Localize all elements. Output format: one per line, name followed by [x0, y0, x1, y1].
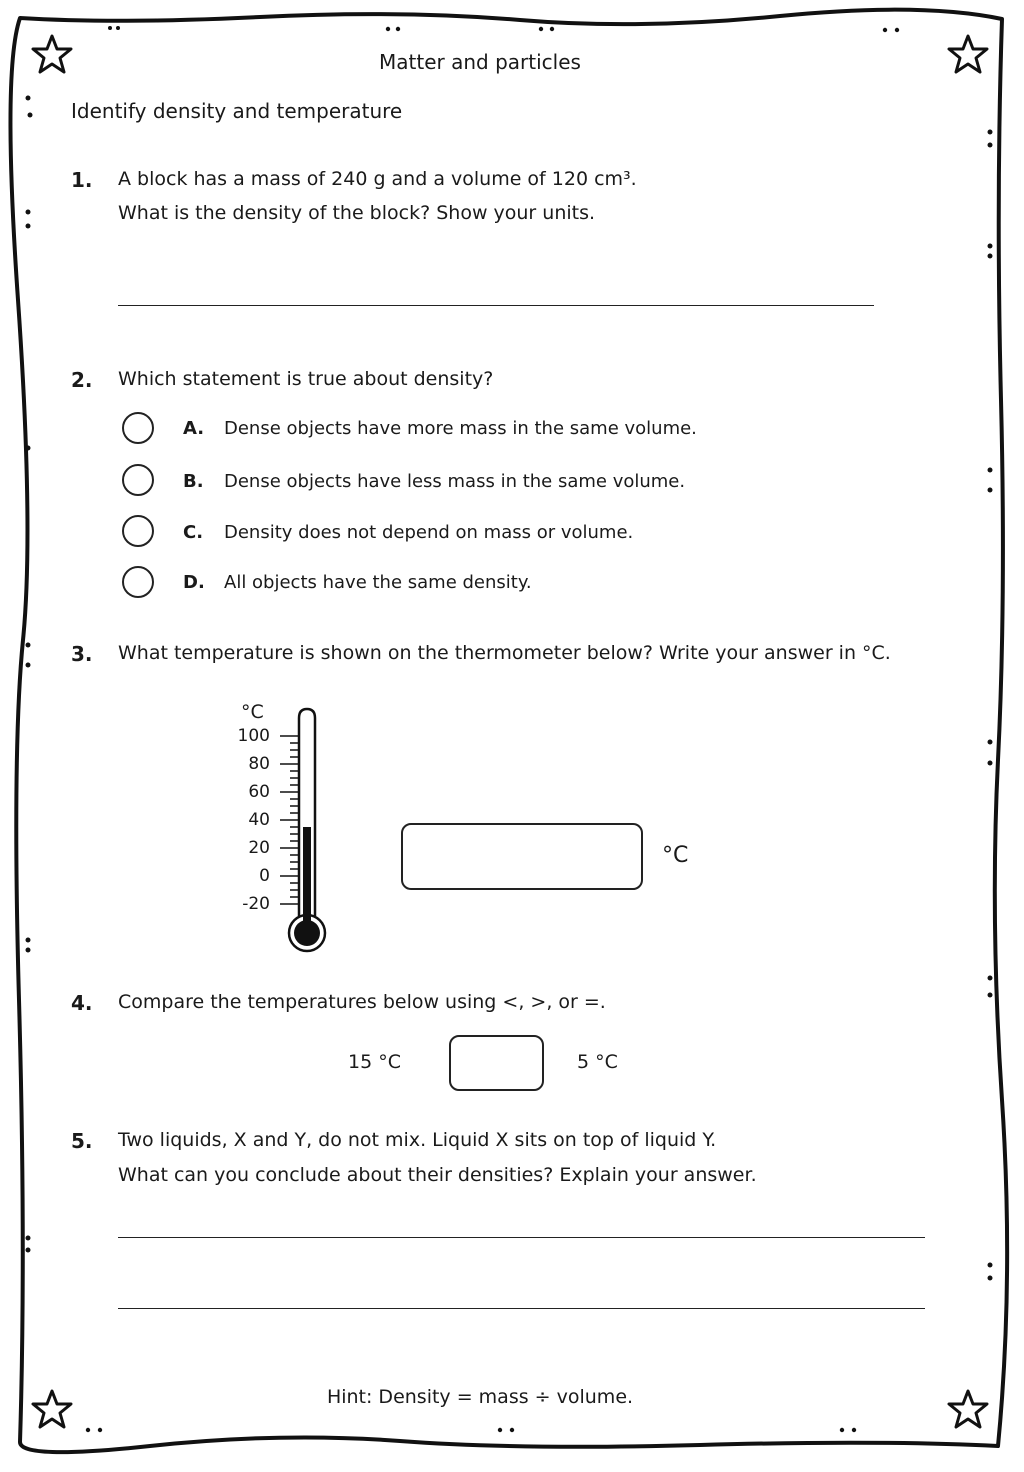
- tick-label-40: 40: [248, 810, 270, 830]
- q2-number: 2.: [71, 368, 93, 392]
- q4-compare-box[interactable]: [449, 1035, 544, 1091]
- q4-number: 4.: [71, 991, 93, 1015]
- option-a-letter: A.: [183, 418, 205, 439]
- q1-answer-line[interactable]: [118, 305, 874, 306]
- border-dots: [26, 26, 993, 1432]
- q2-text: Which statement is true about density?: [118, 368, 494, 390]
- q4-text: Compare the temperatures below using <, >, or =.: [118, 991, 606, 1013]
- option-d-text: All objects have the same density.: [224, 572, 532, 593]
- option-a-radio[interactable]: [122, 412, 154, 444]
- thermometer-unit-label: °C: [241, 701, 264, 723]
- q4-right-temperature: 5 °C: [577, 1051, 618, 1073]
- thermometer: [276, 704, 336, 956]
- tick-label-20: 20: [248, 838, 270, 858]
- worksheet-subtitle: Identify density and temperature: [71, 99, 403, 123]
- option-b-letter: B.: [183, 471, 204, 492]
- q5-number: 5.: [71, 1129, 93, 1153]
- q3-number: 3.: [71, 642, 93, 666]
- q1-line2: What is the density of the block? Show your units.: [118, 202, 596, 224]
- q5-line2: What can you conclude about their densities? Explain your answer.: [118, 1164, 757, 1186]
- option-a-text: Dense objects have more mass in the same volume.: [224, 418, 697, 439]
- option-b-radio[interactable]: [122, 464, 154, 496]
- hint-text: Hint: Density = mass ÷ volume.: [326, 1386, 634, 1408]
- q5-answer-line-2[interactable]: [118, 1308, 925, 1309]
- option-b-text: Dense objects have less mass in the same volume.: [224, 471, 686, 492]
- q3-answer-unit: °C: [662, 843, 689, 868]
- q4-left-temperature: 15 °C: [348, 1051, 401, 1073]
- option-d-radio[interactable]: [122, 566, 154, 598]
- q5-line1: Two liquids, X and Y, do not mix. Liquid X sits on top of liquid Y.: [118, 1129, 717, 1151]
- q1-line1: A block has a mass of 240 g and a volume of 120 cm³.: [118, 168, 637, 190]
- page-title: Matter and particles: [379, 50, 581, 74]
- tick-label-0: 0: [259, 866, 270, 886]
- q3-text: What temperature is shown on the thermometer below? Write your answer in °C.: [118, 642, 891, 664]
- thermometer-mercury: [303, 827, 311, 926]
- option-d-letter: D.: [183, 572, 205, 593]
- tick-label-60: 60: [248, 782, 270, 802]
- q5-answer-line-1[interactable]: [118, 1237, 925, 1238]
- tick-label-minus20: -20: [242, 894, 270, 914]
- q1-number: 1.: [71, 168, 93, 192]
- q3-answer-box[interactable]: [401, 823, 643, 890]
- option-c-letter: C.: [183, 522, 204, 543]
- tick-label-80: 80: [248, 754, 270, 774]
- option-c-text: Density does not depend on mass or volume.: [224, 522, 634, 543]
- option-c-radio[interactable]: [122, 515, 154, 547]
- tick-label-100: 100: [237, 726, 270, 746]
